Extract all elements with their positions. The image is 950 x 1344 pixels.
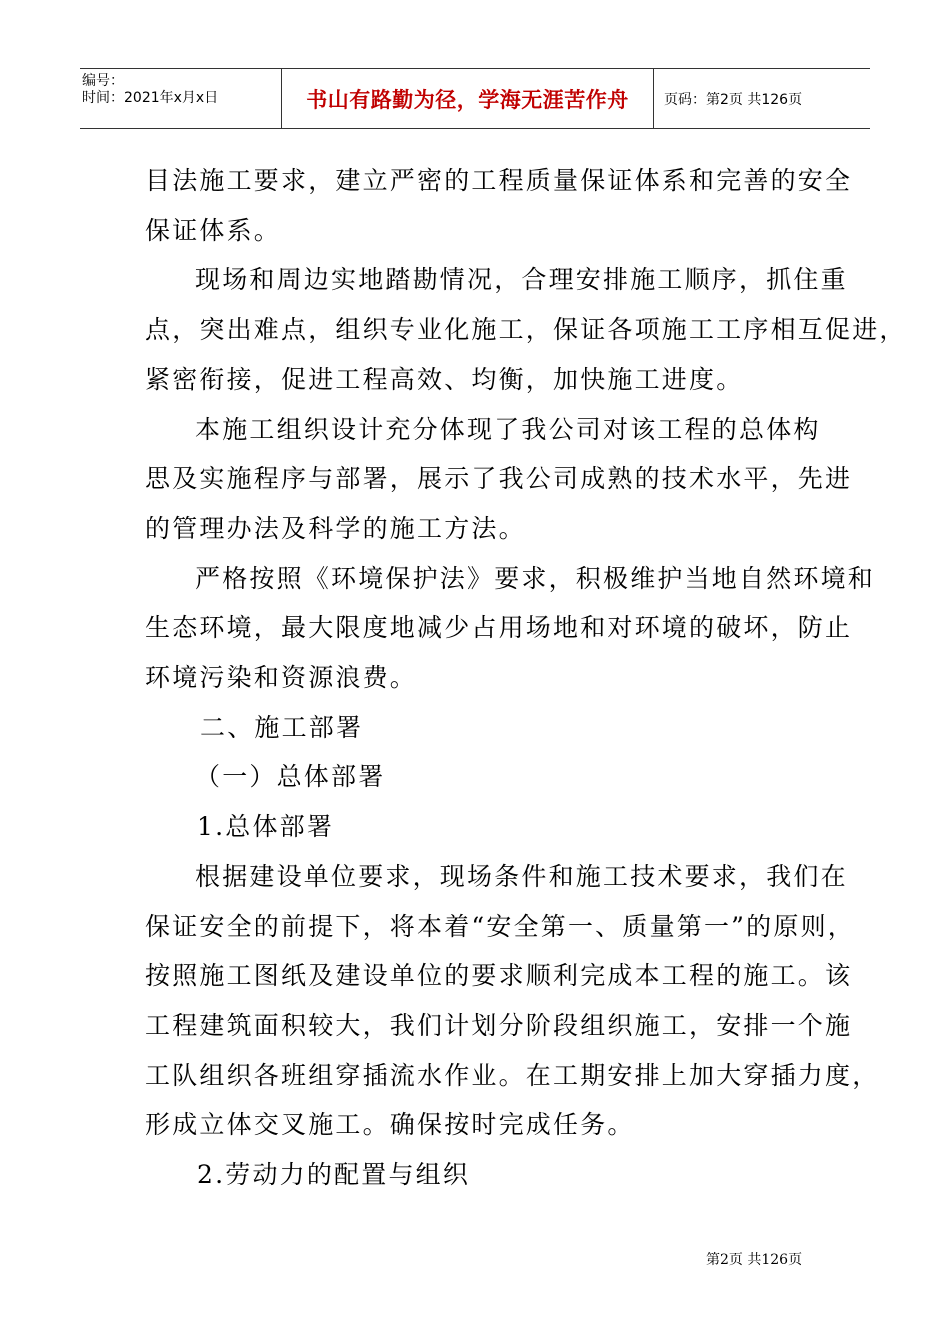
paragraph-line: 思及实施程序与部署，展示了我公司成熟的技术水平，先进 — [145, 464, 853, 494]
page-header — [80, 68, 870, 129]
numbered-heading: 2.劳动力的配置与组织 — [197, 1160, 471, 1190]
document-number-label: 编号： — [82, 73, 124, 89]
paragraph-line: 按照施工图纸及建设单位的要求顺利完成本工程的施工。该 — [145, 961, 853, 991]
paragraph-line: 环境污染和资源浪费。 — [145, 663, 418, 693]
paragraph-line: 形成立体交叉施工。确保按时完成任务。 — [145, 1110, 635, 1140]
paragraph-line: 工程建筑面积较大，我们计划分阶段组织施工，安排一个施 — [145, 1010, 853, 1040]
header-meta — [80, 69, 282, 128]
subsection-heading: （一）总体部署 — [195, 762, 386, 792]
paragraph-line: 本施工组织设计充分体现了我公司对该工程的总体构 — [195, 414, 821, 444]
paragraph-line: 根据建设单位要求，现场条件和施工技术要求，我们在 — [195, 861, 848, 891]
paragraph-line: 的管理办法及科学的施工方法。 — [145, 513, 526, 543]
document-body — [145, 156, 907, 1200]
paragraph-line: 严格按照《环境保护法》要求，积极维护当地自然环境和 — [195, 563, 876, 593]
document-time-label: 时间：2021年x月x日 — [82, 90, 219, 106]
paragraph-line: 现场和周边实地踏勘情况，合理安排施工顺序，抓住重 — [195, 265, 848, 295]
paragraph-line: 保证体系。 — [145, 215, 282, 245]
page-footer: 第2页 共126页 — [706, 1252, 803, 1268]
paragraph-line: 点，突出难点，组织专业化施工，保证各项施工工序相互促进， — [145, 315, 907, 345]
paragraph-line: 保证安全的前提下，将本着“安全第一、质量第一”的原则， — [145, 911, 855, 941]
section-heading: 二、施工部署 — [200, 712, 364, 742]
header-page-info: 页码：第2页 共126页 — [664, 91, 803, 108]
paragraph-line: 目法施工要求，建立严密的工程质量保证体系和完善的安全 — [145, 166, 853, 195]
paragraph-line: 生态环境，最大限度地减少占用场地和对环境的破坏，防止 — [145, 613, 853, 643]
header-motto: 书山有路勤为径，学海无涯苦作舟 — [282, 69, 654, 128]
paragraph-line: 工队组织各班组穿插流水作业。在工期安排上加大穿插力度， — [145, 1060, 880, 1090]
numbered-heading: 1.总体部署 — [197, 812, 335, 842]
paragraph-line: 紧密衔接，促进工程高效、均衡，加快施工进度。 — [145, 364, 744, 394]
